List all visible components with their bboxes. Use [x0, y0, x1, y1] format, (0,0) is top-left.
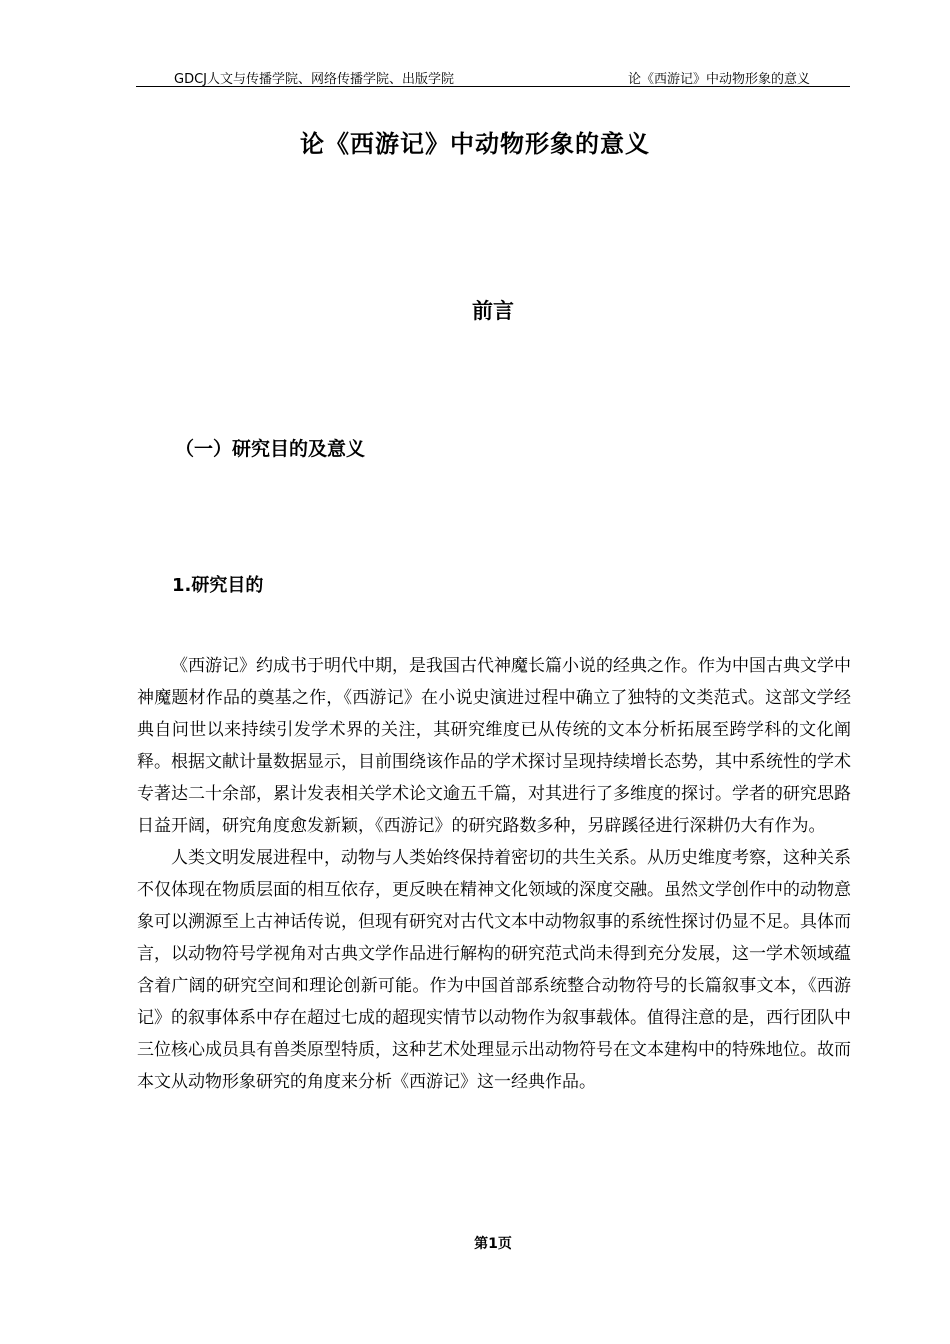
- header-paper-title: 论《西游记》中动物形象的意义: [627, 72, 810, 87]
- header-institution: GDCJ人文与传播学院、网络传播学院、出版学院: [174, 72, 454, 87]
- body-paragraph-2: 人类文明发展进程中，动物与人类始终保持着密切的共生关系。从历史维度考察，这种关系不仅体现在物质层面的相互依存，更反映在精神文化领域的深度交融。虽然文学创作中的动物意象可以溯源至上古神话传说，但现有研究对古代文本中动物叙事的系统性探讨仍显不足。具体而言，以动物符号学视角对古典文学作品进行解构的研究范式尚未得到充分发展，这一学术领域蕴含着广阔的研究空间和理论创新可能。作为中国首部系统整合动物符号的长篇叙事文本，《西游记》的叙事体系中存在超过七成的超现实情节以动物作为叙事载体。值得注意的是，西行团队中三位核心成员具有兽类原型特质，这种艺术处理显示出动物符号在文本建构中的特殊地位。故而本文从动物形象研究的角度来分析《西游记》这一经典作品。: [137, 848, 851, 1092]
- body-paragraph-1: 《西游记》约成书于明代中期，是我国古代神魔长篇小说的经典之作。作为中国古典文学中神魔题材作品的奠基之作，《西游记》在小说史演进过程中确立了独特的文类范式。这部文学经典自问世以来持续引发学术界的关注，其研究维度已从传统的文本分析拓展至跨学科的文化阐释。根据文献计量数据显示，目前围绕该作品的学术探讨呈现持续增长态势，其中系统性的学术专著达二十余部，累计发表相关学术论文逾五千篇，对其进行了多维度的探讨。学者的研究思路日益开阔，研究角度愈发新颖，《西游记》的研究路数多种，另辟蹊径进行深耕仍大有作为。: [137, 656, 851, 836]
- preface-heading: 前言: [472, 299, 514, 323]
- page-header: [136, 66, 850, 87]
- document-title: 论《西游记》中动物形象的意义: [300, 130, 650, 158]
- subsection-heading: 1.研究目的: [172, 575, 264, 596]
- page-number: 第1页: [474, 1236, 512, 1252]
- body-text: [137, 650, 851, 1098]
- section-heading: （一）研究目的及意义: [175, 438, 366, 460]
